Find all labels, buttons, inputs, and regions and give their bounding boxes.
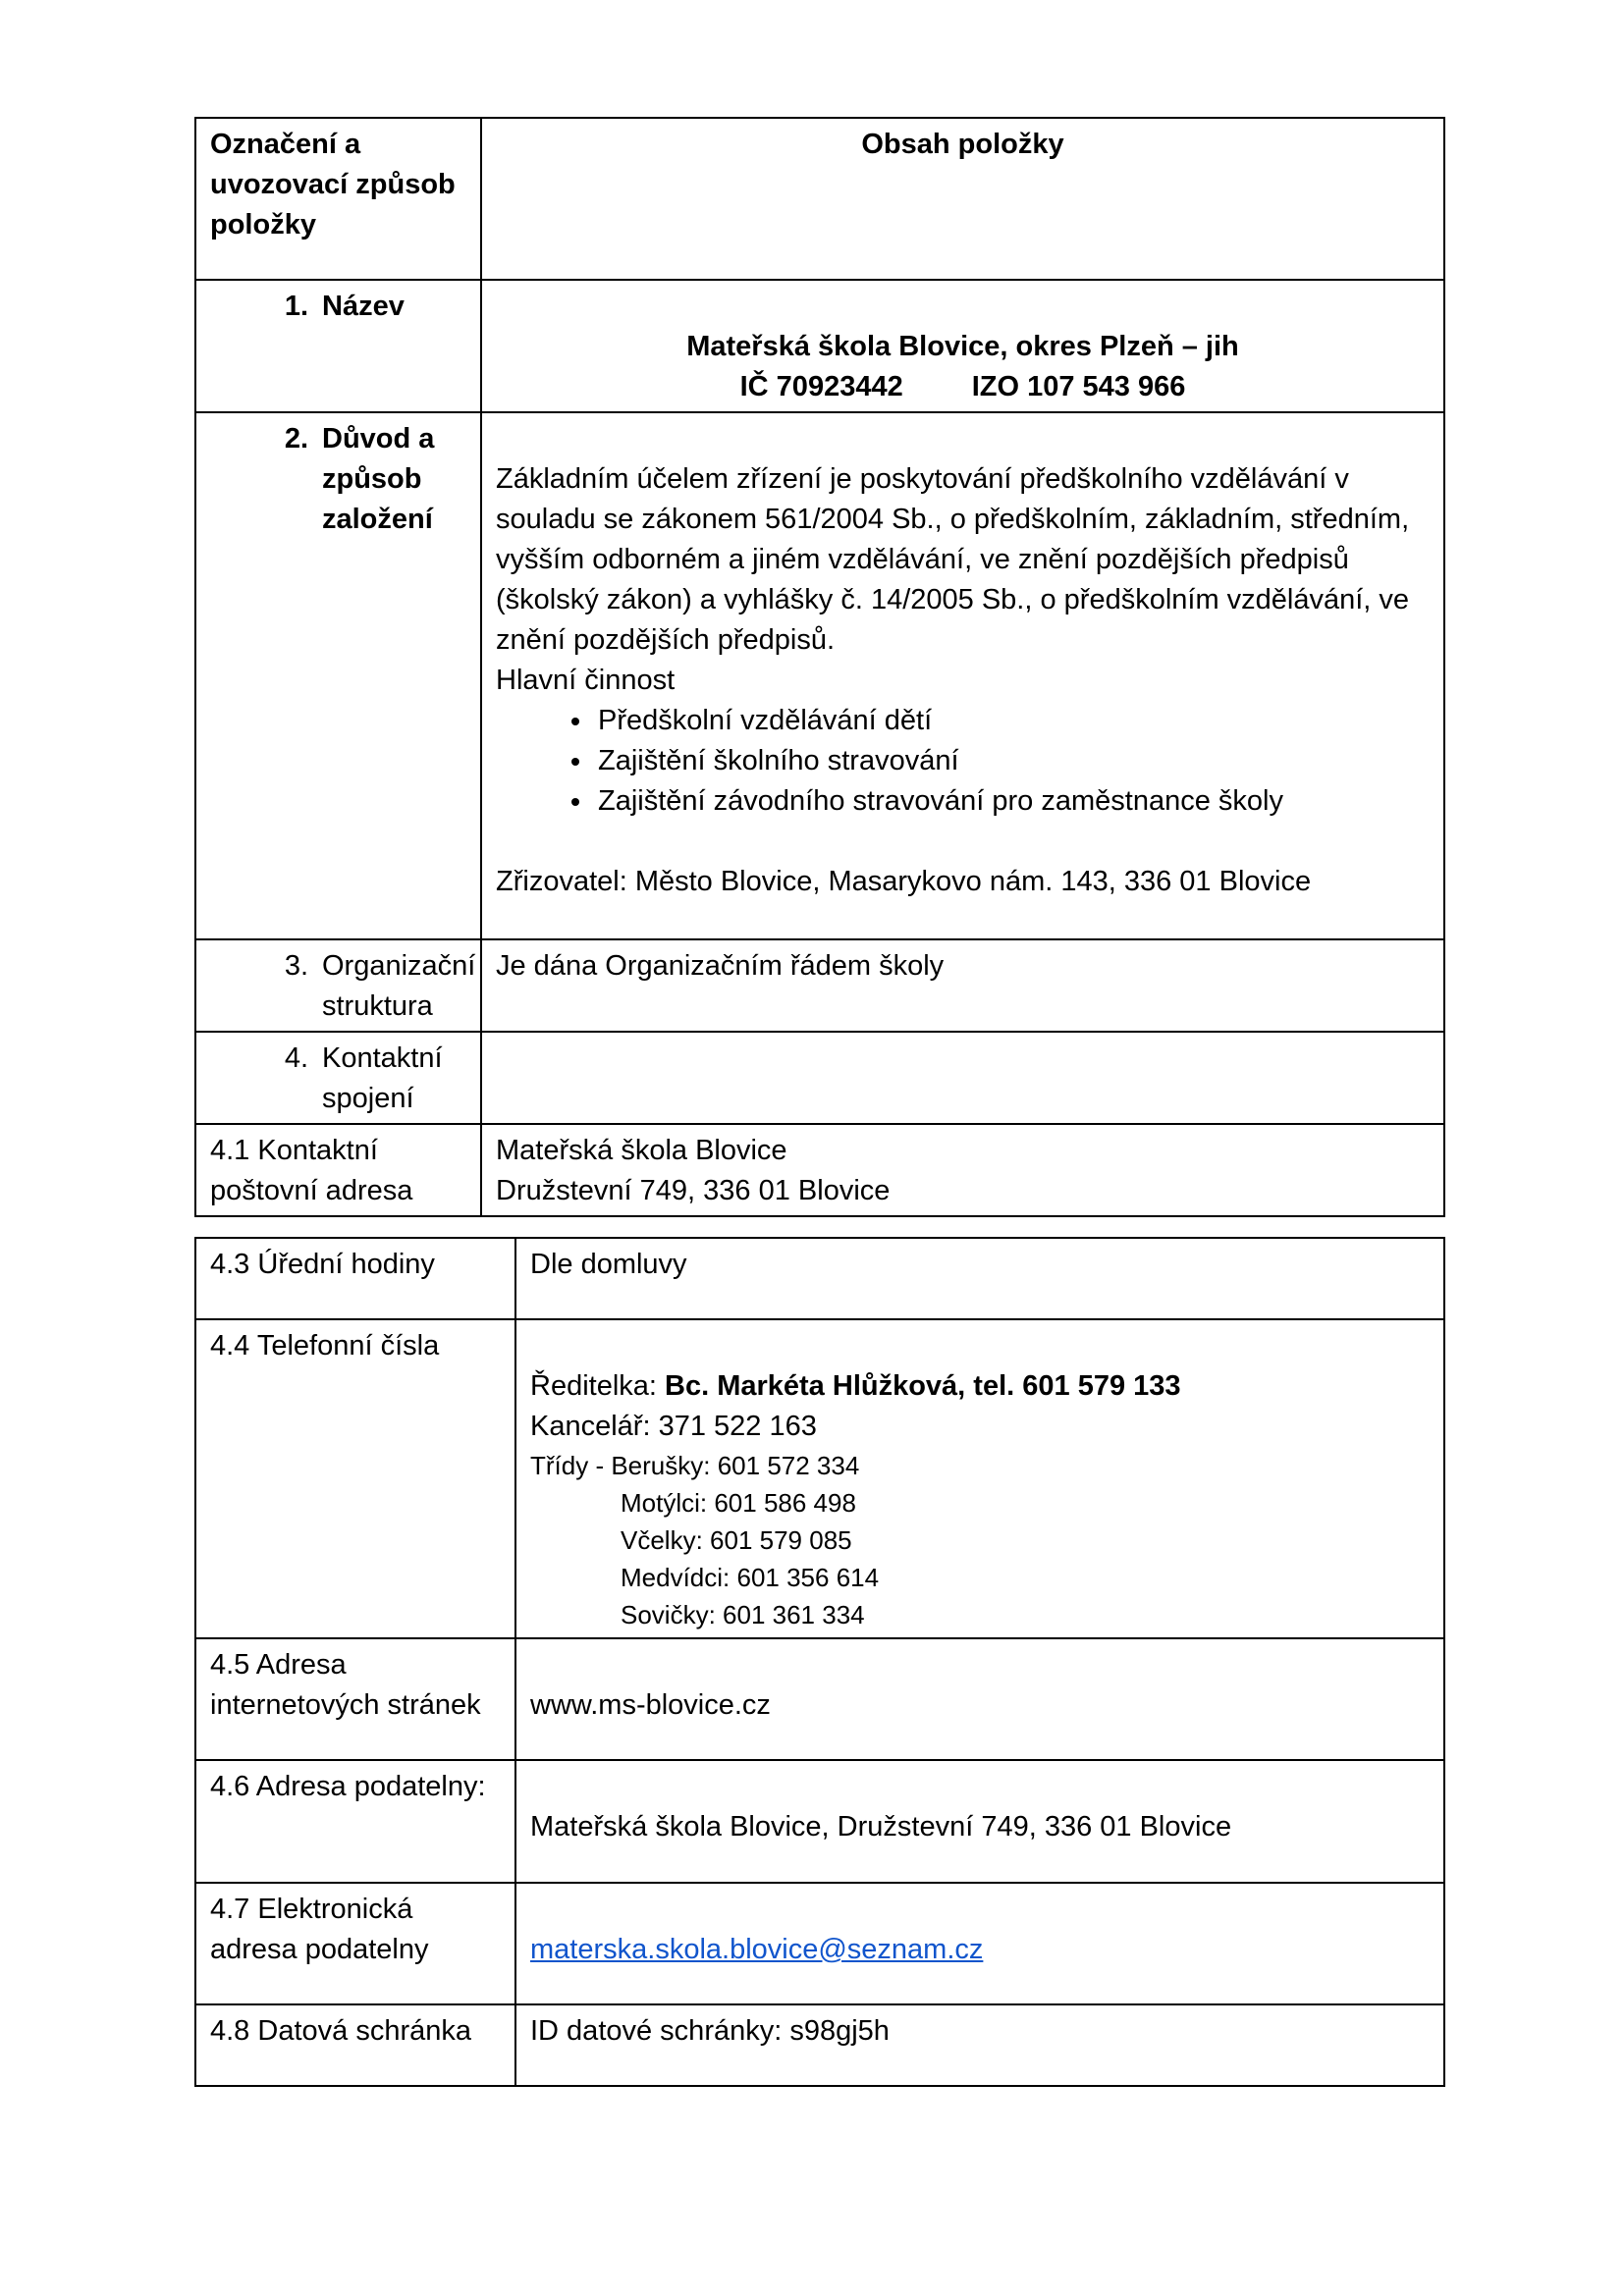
- row-website-label: 4.5 Adresa internetových stránek: [195, 1638, 515, 1760]
- row-name-label: Název: [322, 291, 405, 322]
- row-structure-label: Organizační struktura: [322, 950, 476, 1022]
- list-item: • Předškolní vzdělávání dětí: [594, 701, 1430, 741]
- school-name: Mateřská škola Blovice, okres Plzeň – jih: [686, 331, 1239, 362]
- row-email-value-cell: [515, 1883, 1444, 2004]
- row-email: [195, 1883, 1444, 2004]
- founder-text: Zřizovatel: Město Blovice, Masarykovo nám. 143, 336 01 Blovice: [496, 866, 1312, 897]
- row-office-hours-value: Dle domluvy: [515, 1238, 1444, 1319]
- row-phones: [195, 1319, 1444, 1638]
- row-office-hours: [195, 1238, 1444, 1319]
- header-designation: Označení a uvozovací způsob položky: [195, 118, 481, 280]
- filing-address: Mateřská škola Blovice, Družstevní 749, 336 01 Blovice: [530, 1811, 1232, 1842]
- row-contact: [195, 1032, 1444, 1124]
- main-activity-label: Hlavní činnost: [496, 665, 676, 696]
- row-phones-label: 4.4 Telefonní čísla: [195, 1319, 515, 1638]
- purpose-text: Základním účelem zřízení je poskytování předškolního vzdělávání v souladu se zákonem 561/2004 Sb., o předškolním, základním, středním, vyšším odborném a jiném vzdělávání, ve znění pozdějších předpisů (školský zákon) a vyhlášky č. 14/2005 Sb., o předškolním vzdělávání, ve znění pozdějších předpisů.: [496, 463, 1410, 656]
- row-phones-value-cell: [515, 1319, 1444, 1638]
- row-filing-address-value-cell: [515, 1760, 1444, 1883]
- contact-info-table: [194, 1237, 1445, 2087]
- class-phone-sovicky: Sovičky: 601 361 334: [621, 1600, 865, 1629]
- class-phone-motylci: Motýlci: 601 586 498: [621, 1488, 856, 1518]
- row-data-box: [195, 2004, 1444, 2086]
- row-filing-address: [195, 1760, 1444, 1883]
- row-email-label: 4.7 Elektronická adresa podatelny: [195, 1883, 515, 2004]
- row-postal-address-label: 4.1 Kontaktní poštovní adresa: [195, 1124, 481, 1216]
- row-name: [195, 280, 1444, 412]
- director-contact: Bc. Markéta Hlůžková, tel. 601 579 133: [665, 1370, 1181, 1402]
- email-link[interactable]: materska.skola.blovice@seznam.cz: [530, 1934, 984, 1965]
- postal-address-line2: Družstevní 749, 336 01 Blovice: [496, 1175, 891, 1206]
- row-data-box-label: 4.8 Datová schránka: [195, 2004, 515, 2086]
- row-postal-address: [195, 1124, 1444, 1216]
- row-name-label-cell: [195, 280, 481, 412]
- director-prefix: Ředitelka:: [530, 1370, 666, 1402]
- row-contact-number: 4.: [284, 1042, 308, 1074]
- postal-address-line1: Mateřská škola Blovice: [496, 1135, 787, 1166]
- organization-info-table: [194, 117, 1445, 1217]
- ic-number: IČ 70923442: [739, 371, 903, 402]
- row-structure-label-cell: [195, 939, 481, 1032]
- row-website-value-cell: [515, 1638, 1444, 1760]
- header-content: Obsah položky: [481, 118, 1444, 280]
- table-header-row: [195, 118, 1444, 280]
- row-structure: [195, 939, 1444, 1032]
- website-address: www.ms-blovice.cz: [530, 1689, 771, 1721]
- row-name-value-cell: [481, 280, 1444, 412]
- row-reason-value-cell: [481, 412, 1444, 939]
- izo-number: IZO 107 543 966: [971, 371, 1186, 402]
- row-name-number: 1.: [284, 291, 308, 322]
- row-reason-label-cell: [195, 412, 481, 939]
- list-item: • Zajištění školního stravování: [594, 741, 1430, 781]
- row-reason-number: 2.: [284, 423, 308, 454]
- row-office-hours-label: 4.3 Úřední hodiny: [195, 1238, 515, 1319]
- row-reason-label: Důvod a způsob založení: [322, 423, 435, 535]
- row-postal-address-value-cell: [481, 1124, 1444, 1216]
- activity-list: [496, 701, 1430, 822]
- row-structure-number: 3.: [284, 950, 308, 982]
- office-phone: Kancelář: 371 522 163: [530, 1411, 817, 1442]
- classes-prefix: Třídy -: [530, 1451, 612, 1480]
- class-phone-medvidci: Medvídci: 601 356 614: [621, 1563, 880, 1592]
- row-structure-value: Je dána Organizačním řádem školy: [481, 939, 1444, 1032]
- class-phone-vcelky: Včelky: 601 579 085: [621, 1525, 852, 1555]
- row-contact-label: Kontaktní spojení: [322, 1042, 443, 1114]
- row-filing-address-label: 4.6 Adresa podatelny:: [195, 1760, 515, 1883]
- row-website: [195, 1638, 1444, 1760]
- class-phone-berusky: Berušky: 601 572 334: [611, 1451, 860, 1480]
- row-contact-label-cell: [195, 1032, 481, 1124]
- row-contact-value: [481, 1032, 1444, 1124]
- row-data-box-value: ID datové schránky: s98gj5h: [515, 2004, 1444, 2086]
- list-item: • Zajištění závodního stravování pro zaměstnance školy: [594, 781, 1430, 822]
- row-reason: [195, 412, 1444, 939]
